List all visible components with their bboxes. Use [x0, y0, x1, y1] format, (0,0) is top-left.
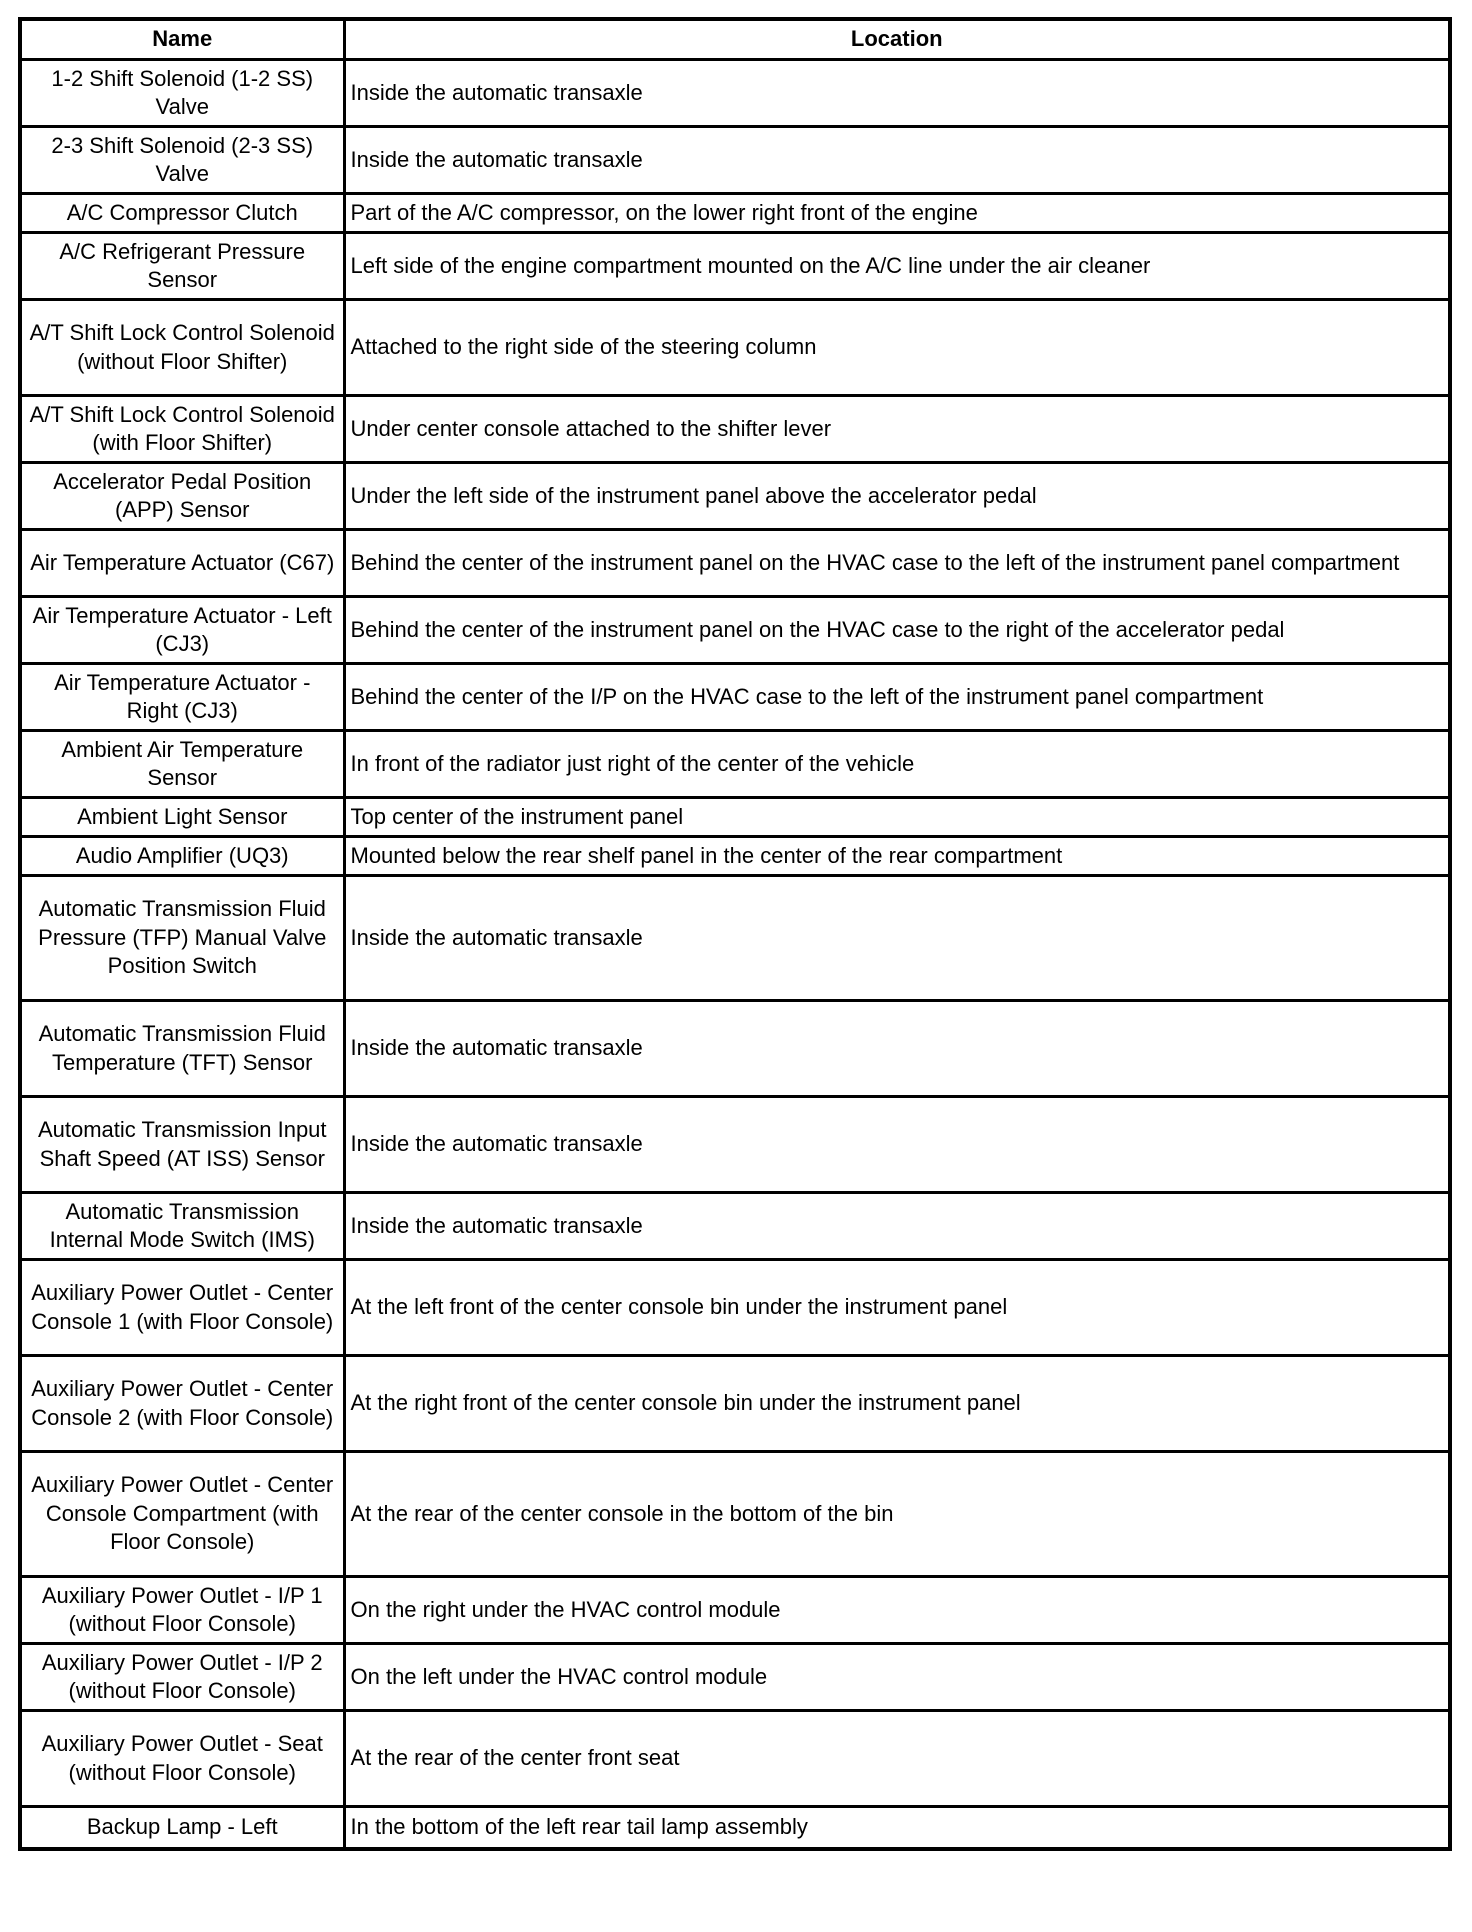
component-name: Auxiliary Power Outlet - Seat (without Floor Console): [20, 1711, 344, 1807]
component-location: Inside the automatic transaxle: [344, 876, 1450, 1001]
component-name: Air Temperature Actuator - Right (CJ3): [20, 664, 344, 731]
component-location: On the right under the HVAC control module: [344, 1577, 1450, 1644]
table-row: [20, 1193, 1450, 1260]
component-name: A/T Shift Lock Control Solenoid (with Floor Shifter): [20, 396, 344, 463]
component-name: Ambient Air Temperature Sensor: [20, 731, 344, 798]
table-row: [20, 1356, 1450, 1452]
table-row: [20, 300, 1450, 396]
component-name: Auxiliary Power Outlet - Center Console 2 (with Floor Console): [20, 1356, 344, 1452]
header-name: Name: [20, 19, 344, 60]
table-row: [20, 1260, 1450, 1356]
table-row: [20, 127, 1450, 194]
component-name: Automatic Transmission Internal Mode Switch (IMS): [20, 1193, 344, 1260]
component-location: At the right front of the center console bin under the instrument panel: [344, 1356, 1450, 1452]
component-location: At the rear of the center console in the bottom of the bin: [344, 1452, 1450, 1577]
component-name: Automatic Transmission Fluid Pressure (TFP) Manual Valve Position Switch: [20, 876, 344, 1001]
component-location: On the left under the HVAC control module: [344, 1644, 1450, 1711]
component-location: In front of the radiator just right of the center of the vehicle: [344, 731, 1450, 798]
component-name: Ambient Light Sensor: [20, 798, 344, 837]
component-location: At the left front of the center console bin under the instrument panel: [344, 1260, 1450, 1356]
component-location: Inside the automatic transaxle: [344, 127, 1450, 194]
table-row: [20, 1711, 1450, 1807]
component-location: Part of the A/C compressor, on the lower right front of the engine: [344, 194, 1450, 233]
component-name: Accelerator Pedal Position (APP) Sensor: [20, 463, 344, 530]
component-location: Inside the automatic transaxle: [344, 1193, 1450, 1260]
table-row: [20, 1001, 1450, 1097]
table-row: [20, 60, 1450, 127]
header-location: Location: [344, 19, 1450, 60]
component-location: Inside the automatic transaxle: [344, 60, 1450, 127]
table-row: [20, 597, 1450, 664]
component-name: A/C Compressor Clutch: [20, 194, 344, 233]
component-name: Automatic Transmission Fluid Temperature (TFT) Sensor: [20, 1001, 344, 1097]
component-location: Under center console attached to the shifter lever: [344, 396, 1450, 463]
table-row: [20, 798, 1450, 837]
component-location: In the bottom of the left rear tail lamp assembly: [344, 1807, 1450, 1850]
table-row: [20, 194, 1450, 233]
table-row: [20, 1644, 1450, 1711]
component-name: Auxiliary Power Outlet - I/P 1 (without Floor Console): [20, 1577, 344, 1644]
table-row: [20, 876, 1450, 1001]
table-row: [20, 396, 1450, 463]
table-row: [20, 664, 1450, 731]
component-location: Mounted below the rear shelf panel in the center of the rear compartment: [344, 837, 1450, 876]
component-name: Air Temperature Actuator - Left (CJ3): [20, 597, 344, 664]
component-name: Air Temperature Actuator (C67): [20, 530, 344, 597]
table-row: [20, 837, 1450, 876]
component-name: Auxiliary Power Outlet - I/P 2 (without Floor Console): [20, 1644, 344, 1711]
component-location: Inside the automatic transaxle: [344, 1001, 1450, 1097]
component-location: Behind the center of the instrument panel on the HVAC case to the left of the instrument panel compartment: [344, 530, 1450, 597]
component-name: 2-3 Shift Solenoid (2-3 SS) Valve: [20, 127, 344, 194]
component-location: Inside the automatic transaxle: [344, 1097, 1450, 1193]
component-name: Audio Amplifier (UQ3): [20, 837, 344, 876]
header-row: [20, 19, 1450, 60]
component-name: A/T Shift Lock Control Solenoid (without Floor Shifter): [20, 300, 344, 396]
table-row: [20, 463, 1450, 530]
component-location: Behind the center of the instrument panel on the HVAC case to the right of the accelerator pedal: [344, 597, 1450, 664]
component-name: Automatic Transmission Input Shaft Speed (AT ISS) Sensor: [20, 1097, 344, 1193]
table-row: [20, 1577, 1450, 1644]
table-row: [20, 530, 1450, 597]
table-row: [20, 1807, 1450, 1850]
component-location: Top center of the instrument panel: [344, 798, 1450, 837]
component-location: Left side of the engine compartment mounted on the A/C line under the air cleaner: [344, 233, 1450, 300]
component-location: Behind the center of the I/P on the HVAC case to the left of the instrument panel compartment: [344, 664, 1450, 731]
component-name: A/C Refrigerant Pressure Sensor: [20, 233, 344, 300]
component-location-table: [18, 17, 1452, 1851]
table-row: [20, 731, 1450, 798]
component-location: At the rear of the center front seat: [344, 1711, 1450, 1807]
component-name: Auxiliary Power Outlet - Center Console 1 (with Floor Console): [20, 1260, 344, 1356]
component-name: Auxiliary Power Outlet - Center Console Compartment (with Floor Console): [20, 1452, 344, 1577]
component-location: Attached to the right side of the steering column: [344, 300, 1450, 396]
component-name: Backup Lamp - Left: [20, 1807, 344, 1850]
table-row: [20, 1097, 1450, 1193]
table-row: [20, 233, 1450, 300]
component-name: 1-2 Shift Solenoid (1-2 SS) Valve: [20, 60, 344, 127]
table-row: [20, 1452, 1450, 1577]
component-location: Under the left side of the instrument panel above the accelerator pedal: [344, 463, 1450, 530]
